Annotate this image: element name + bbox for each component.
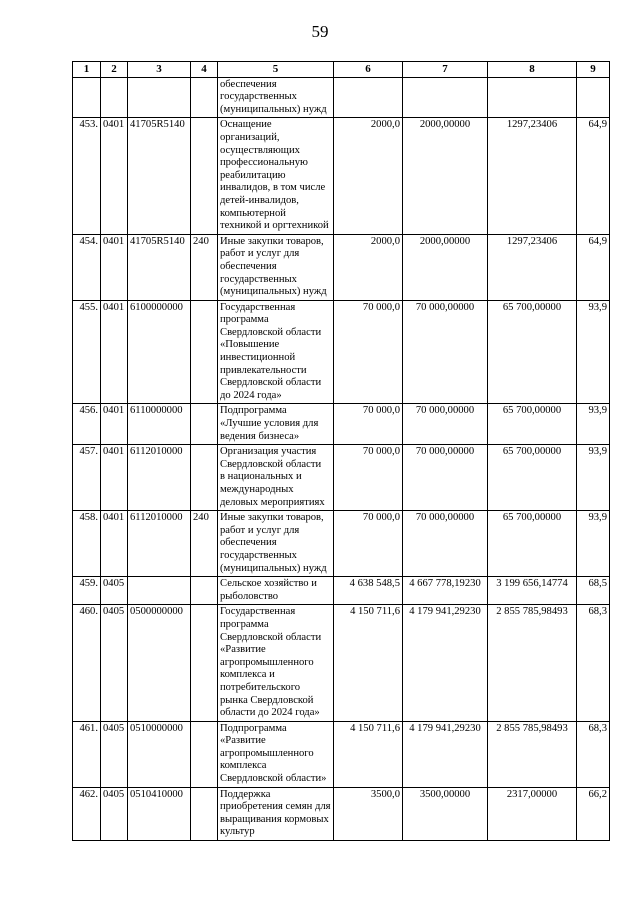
header-cell: 9 [577, 62, 610, 78]
item-name-line: Оснащение [220, 119, 272, 131]
table-row [73, 605, 610, 721]
expense-type-cell [191, 577, 218, 605]
item-name-cell [218, 577, 334, 605]
item-name-line: (муниципальных) нужд [220, 286, 327, 298]
executed-amount-cell [488, 77, 577, 118]
item-name-line: до 2024 года» [220, 389, 282, 401]
item-name-cell [218, 77, 334, 118]
section-code-cell: 0405 [101, 577, 128, 605]
section-code-cell: 0401 [101, 511, 128, 577]
approved-amount-cell: 4 638 548,5 [334, 577, 403, 605]
item-name-cell [218, 118, 334, 234]
budget-list-amount-cell: 2000,00000 [403, 234, 488, 300]
item-name-line: компьютерной [220, 207, 286, 219]
row-number-cell: 459. [73, 577, 101, 605]
executed-amount-cell: 2 855 785,98493 [488, 721, 577, 787]
item-name-line: осуществляющих [220, 144, 300, 156]
item-name-line: инвалидов, в том числе [220, 182, 326, 194]
row-number-cell [73, 77, 101, 118]
section-code-cell: 0401 [101, 118, 128, 234]
item-name-line: Сельское хозяйство и [220, 578, 317, 590]
execution-percent-cell: 93,9 [577, 404, 610, 445]
item-name-line: области до 2024 года» [220, 707, 320, 719]
executed-amount-cell: 1297,23406 [488, 118, 577, 234]
item-name-line: программа [220, 618, 269, 630]
row-number-cell: 454. [73, 234, 101, 300]
table-row [73, 404, 610, 445]
item-name-cell [218, 445, 334, 511]
table-row [73, 300, 610, 404]
item-name-line: комплекса и [220, 669, 275, 681]
execution-percent-cell: 68,5 [577, 577, 610, 605]
header-cell: 4 [191, 62, 218, 78]
item-name-line: «Развитие [220, 644, 266, 656]
budget-list-amount-cell: 4 179 941,29230 [403, 605, 488, 721]
item-name-line: агропромышленного [220, 656, 314, 668]
row-number-cell: 453. [73, 118, 101, 234]
item-name-line: культур [220, 826, 255, 838]
approved-amount-cell: 70 000,0 [334, 511, 403, 577]
item-name-line: привлекательности [220, 364, 307, 376]
expense-type-cell: 240 [191, 234, 218, 300]
row-number-cell: 457. [73, 445, 101, 511]
item-name-line: Свердловской области [220, 631, 322, 643]
target-article-cell: 0510000000 [128, 721, 191, 787]
target-article-cell: 41705R5140 [128, 118, 191, 234]
budget-list-amount-cell: 70 000,00000 [403, 404, 488, 445]
section-code-cell: 0401 [101, 404, 128, 445]
target-article-cell: 0510410000 [128, 787, 191, 840]
table-row [73, 77, 610, 118]
item-name-line: обеспечения [220, 78, 277, 90]
budget-list-amount-cell [403, 77, 488, 118]
header-row [73, 62, 610, 78]
execution-percent-cell: 68,3 [577, 605, 610, 721]
section-code-cell: 0401 [101, 234, 128, 300]
executed-amount-cell: 65 700,00000 [488, 511, 577, 577]
approved-amount-cell [334, 77, 403, 118]
target-article-cell: 6110000000 [128, 404, 191, 445]
item-name-line: работ и услуг для [220, 248, 300, 260]
target-article-cell: 6112010000 [128, 445, 191, 511]
item-name-line: (муниципальных) нужд [220, 103, 327, 115]
row-number-cell: 462. [73, 787, 101, 840]
expense-type-cell [191, 605, 218, 721]
executed-amount-cell: 65 700,00000 [488, 300, 577, 404]
budget-list-amount-cell: 70 000,00000 [403, 511, 488, 577]
item-name-line: программа [220, 314, 269, 326]
budget-list-amount-cell: 4 179 941,29230 [403, 721, 488, 787]
header-cell: 3 [128, 62, 191, 78]
row-number-cell: 461. [73, 721, 101, 787]
item-name-line: (муниципальных) нужд [220, 562, 327, 574]
item-name-cell [218, 605, 334, 721]
executed-amount-cell: 65 700,00000 [488, 404, 577, 445]
execution-percent-cell: 64,9 [577, 118, 610, 234]
target-article-cell: 6112010000 [128, 511, 191, 577]
expense-type-cell [191, 300, 218, 404]
section-code-cell: 0405 [101, 605, 128, 721]
expense-type-cell [191, 118, 218, 234]
item-name-line: «Развитие [220, 735, 266, 747]
item-name-line: международных [220, 484, 294, 495]
item-name-cell [218, 511, 334, 577]
header-cell: 7 [403, 62, 488, 78]
budget-list-amount-cell: 2000,00000 [403, 118, 488, 234]
approved-amount-cell: 70 000,0 [334, 300, 403, 404]
approved-amount-cell: 70 000,0 [334, 404, 403, 445]
table-row [73, 577, 610, 605]
item-name-line: Организация участия [220, 446, 317, 458]
item-name-line: государственных [220, 549, 297, 561]
executed-amount-cell: 65 700,00000 [488, 445, 577, 511]
item-name-line: Подпрограмма [220, 405, 287, 417]
item-name-line: Иные закупки товаров, [220, 235, 324, 247]
item-name-line: профессиональную [220, 157, 308, 169]
target-article-cell [128, 77, 191, 118]
executed-amount-cell: 3 199 656,14774 [488, 577, 577, 605]
executed-amount-cell: 1297,23406 [488, 234, 577, 300]
table-row [73, 234, 610, 300]
expense-type-cell [191, 445, 218, 511]
row-number-cell: 458. [73, 511, 101, 577]
item-name-line: обеспечения [220, 260, 277, 272]
budget-list-amount-cell: 70 000,00000 [403, 300, 488, 404]
item-name-line: Поддержка [220, 788, 271, 800]
item-name-line: инвестиционной [220, 352, 296, 364]
section-code-cell [101, 77, 128, 118]
item-name-line: организаций, [220, 131, 280, 143]
item-name-line: Свердловской области [220, 326, 322, 338]
budget-list-amount-cell: 4 667 778,19230 [403, 577, 488, 605]
target-article-cell: 0500000000 [128, 605, 191, 721]
item-name-line: потребительского [220, 681, 301, 693]
execution-percent-cell: 66,2 [577, 787, 610, 840]
table-body [73, 77, 610, 840]
approved-amount-cell: 70 000,0 [334, 445, 403, 511]
item-name-line: деловых мероприятиях [220, 496, 325, 508]
item-name-line: рынка Свердловской [220, 694, 314, 706]
execution-percent-cell: 68,3 [577, 721, 610, 787]
approved-amount-cell: 4 150 711,6 [334, 605, 403, 721]
header-cell: 5 [218, 62, 334, 78]
row-number-cell: 456. [73, 404, 101, 445]
header-cell: 2 [101, 62, 128, 78]
page-number: 59 [311, 22, 329, 41]
expense-type-cell [191, 404, 218, 445]
item-name-line: Свердловской области [220, 377, 322, 389]
executed-amount-cell: 2317,00000 [488, 787, 577, 840]
section-code-cell: 0401 [101, 445, 128, 511]
item-name-line: приобретения семян для [220, 801, 331, 813]
item-name-cell [218, 404, 334, 445]
approved-amount-cell: 2000,0 [334, 118, 403, 234]
target-article-cell: 41705R5140 [128, 234, 191, 300]
item-name-line: Государственная [220, 606, 296, 618]
item-name-line: обеспечения [220, 537, 277, 549]
table-row [73, 721, 610, 787]
executed-amount-cell: 2 855 785,98493 [488, 605, 577, 721]
table-row [73, 511, 610, 577]
item-name-line: рыболовство [220, 590, 279, 602]
target-article-cell [128, 577, 191, 605]
item-name-line: комплекса [220, 760, 267, 772]
item-name-line: в национальных и [220, 471, 302, 483]
table-row [73, 787, 610, 840]
item-name-line: государственных [220, 91, 297, 103]
item-name-line: Свердловской области» [220, 773, 327, 785]
item-name-line: «Повышение [220, 339, 280, 351]
item-name-line: Иные закупки товаров, [220, 512, 324, 524]
row-number-cell: 455. [73, 300, 101, 404]
row-number-cell: 460. [73, 605, 101, 721]
header-cell: 8 [488, 62, 577, 78]
execution-percent-cell: 64,9 [577, 234, 610, 300]
item-name-line: реабилитацию [220, 169, 286, 181]
execution-percent-cell: 93,9 [577, 445, 610, 511]
execution-percent-cell: 93,9 [577, 300, 610, 404]
item-name-line: «Лучшие условия для [220, 418, 319, 430]
table-row [73, 445, 610, 511]
item-name-line: Подпрограмма [220, 722, 287, 734]
approved-amount-cell: 4 150 711,6 [334, 721, 403, 787]
table-row [73, 118, 610, 234]
item-name-line: детей-инвалидов, [220, 194, 299, 206]
item-name-cell [218, 787, 334, 840]
header-cell: 6 [334, 62, 403, 78]
expense-type-cell [191, 787, 218, 840]
item-name-line: Государственная [220, 301, 296, 313]
item-name-line: Свердловской области [220, 458, 322, 470]
expense-type-cell: 240 [191, 511, 218, 577]
expense-type-cell [191, 77, 218, 118]
item-name-cell [218, 234, 334, 300]
target-article-cell: 6100000000 [128, 300, 191, 404]
budget-list-amount-cell: 3500,00000 [403, 787, 488, 840]
execution-percent-cell [577, 77, 610, 118]
item-name-line: агропромышленного [220, 747, 314, 759]
approved-amount-cell: 3500,0 [334, 787, 403, 840]
budget-table [72, 61, 610, 841]
item-name-line: выращивания кормовых [220, 813, 329, 825]
section-code-cell: 0401 [101, 300, 128, 404]
execution-percent-cell: 93,9 [577, 511, 610, 577]
item-name-line: ведения бизнеса» [220, 430, 300, 442]
item-name-line: техникой и оргтехникой [220, 220, 329, 232]
item-name-cell [218, 721, 334, 787]
budget-list-amount-cell: 70 000,00000 [403, 445, 488, 511]
item-name-line: работ и услуг для [220, 524, 300, 536]
approved-amount-cell: 2000,0 [334, 234, 403, 300]
section-code-cell: 0405 [101, 721, 128, 787]
item-name-line: государственных [220, 273, 297, 285]
section-code-cell: 0405 [101, 787, 128, 840]
expense-type-cell [191, 721, 218, 787]
item-name-cell [218, 300, 334, 404]
header-cell: 1 [73, 62, 101, 78]
